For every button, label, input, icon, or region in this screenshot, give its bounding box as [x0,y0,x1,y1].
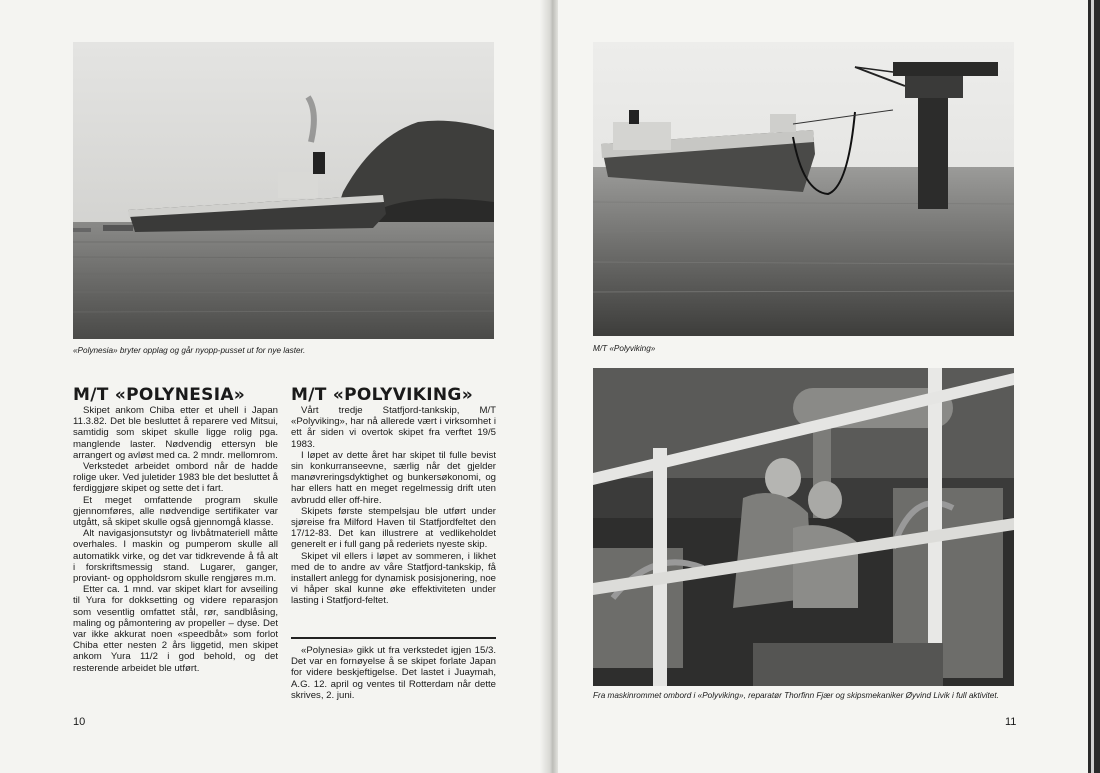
section-divider [291,637,496,639]
book-gutter [540,0,558,773]
polyviking-heading: M/T «POLYVIKING» [291,385,473,405]
page-number-left: 10 [73,716,86,728]
paragraph: Alt navigasjonsutstyr og livbåtmateriell måtte overhales. I maskin og pumperom skulle all automatikk virke, og det var tidkrevende å få alt i forskriftsmessig stand. Lugarer, ganger, proviant- og oppholdsrom skulle rengjøres m.m. [73,528,278,585]
paragraph: Etter ca. 1 mnd. var skipet klart for avseiling til Yura for dokksetting og videre reparasjon som vesentlig omfattet stål, rør, sandblåsing, maling og påmontering av propeller – dyse. Det var ikke akkurat noen «speedbåt» som forlot Chiba etter nesten 2 års liggetid, men skipet ankom Yura 11/2 i god behold, og det resterende arbeidet ble utført. [73,584,278,674]
page-edge [1088,0,1100,773]
paragraph: Verkstedet arbeidet ombord når de hadde rolige uker. Ved juletider 1983 ble det besluttet å ferdiggjøre skipet og sette det i fart. [73,461,278,495]
paragraph: Et meget omfattende program skulle gjennomføres, alle nødvendige sertifikater var utgått, så skipet skulle også gjennomgå klasse. [73,494,278,529]
polyviking-photo [593,42,1014,336]
engine-room-photo [593,368,1014,686]
paragraph: Skipet ankom Chiba etter et uhell i Japan 11.3.82. Det ble besluttet å reparere ved Mitsui, samtidig som skipet skulle ligge rolig pga. manglende laster. Nødvendig ettersyn ble arrangert og avløst med ca. 2 mndr. mellomrom. [73,405,278,461]
paragraph: I løpet av dette året har skipet til fulle bevist sin konkurranseevne, særlig når det gjelder manøvreringsdyktighet og bunkersøkonomi, og har ellers hatt en meget regelmessig drift uten avbrudd eller off-hire. [291,449,496,506]
paragraph: Vårt tredje Statfjord-tankskip, M/T «Polyviking», har nå allerede vært i virksomhet i ett år siden vi overtok skipet fra verftet 19/5 1983. [291,405,496,450]
polynesia-photo [73,42,494,339]
polynesia-update [291,645,496,701]
paragraph: «Polynesia» gikk ut fra verkstedet igjen 15/3. Det var en fornøyelse å se skipet forlate Japan for videre beskjeftigelse. Det lastet i Juaymah, A.G. 12. april og ventes til Rotterdam når dette skrives, 2. juni. [291,645,496,701]
polynesia-article [73,405,278,674]
page-number-right: 11 [1005,716,1017,728]
polyviking-photo-caption: M/T «Polyviking» [593,344,656,353]
paragraph: Skipets første stempelsjau ble utført under sjøreise fra Milford Haven til Statfjordfeltet den 17/12-83. Det kan illustrere at vedlikeholdet generelt er i full gang på rederiets nyeste skip. [291,505,496,551]
polynesia-heading: M/T «POLYNESIA» [73,385,246,405]
engine-room-photo-caption: Fra maskinrommet ombord i «Polyviking», reparatør Thorfinn Fjær og skipsmekaniker Øyvind Livik i full aktivitet. [593,691,999,700]
paragraph: Skipet vil ellers i løpet av sommeren, i likhet med de to andre av våre Statfjord-tankskip, få installert anlegg for dynamisk posisjonering, noe vi håper skal kunne øke effektiviteten under lasting i Statfjord-feltet. [291,550,496,607]
polynesia-photo-caption: «Polynesia» bryter opplag og går nyopp-pusset ut for nye laster. [73,346,306,355]
polyviking-article [291,405,496,607]
